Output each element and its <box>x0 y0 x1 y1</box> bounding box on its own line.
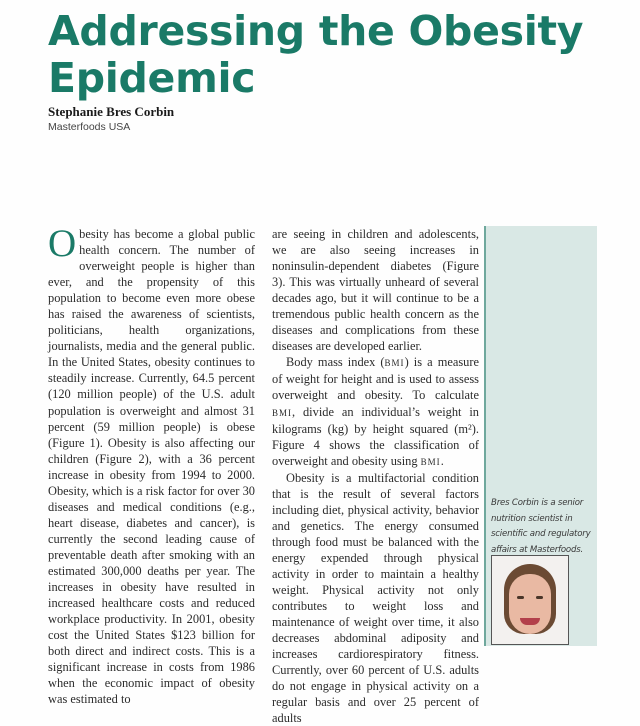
photo-eye <box>536 596 543 599</box>
author-photo <box>491 555 569 645</box>
body-column-2 <box>272 226 479 726</box>
photo-face <box>509 574 551 634</box>
paragraph-text: besity has become a global public health concern. The number of overweight people is higher than ever, and the propensity of this population to become even more obese has raised the awareness of scientists, politicians, health organizations, journalists, media and the general public. In the United States, obesity continues to steadily increase. Currently, 64.5 percent (120 million people) of the U.S. adult population is overweight and almost 31 percent (59 million people) is obese (Figure 1). Obesity is also affecting our children (Figure 2), with a 36 percent increase in obesity from 1994 to 2000. Obesity, which is a risk factor for over 30 diseases and medical conditions (e.g., heart disease, diabetes and cancer), is currently the second leading cause of preventable death after smoking with an estimated 300,000 deaths per year. The increases in obesity have resulted in increased healthcare costs and reduced workplace productivity. In 2001, obesity cost the United States $123 billion for both direct and indirect costs. This is a significant increase in costs from 1986 when the economic impact of obesity was estimated to <box>48 227 255 707</box>
article-title <box>48 8 583 102</box>
body-column-1 <box>48 222 255 707</box>
text-run: . <box>440 453 444 468</box>
author-affiliation: Masterfoods USA <box>48 121 131 133</box>
text-run: Body mass index ( <box>286 355 385 370</box>
photo-eye <box>517 596 524 599</box>
author-name: Stephanie Bres Corbin <box>48 104 175 119</box>
paragraph-diabetes: are seeing in children and adolescents, we are also seeing increases in noninsulin-dependent diabetes (Figure 3). This was virtually unheard of several decades ago, but it will continue to be a tremendous public health concern as the diseases and complications from these diseases are developed earlier. <box>272 227 479 354</box>
title-line-2: Epidemic <box>48 54 256 102</box>
abbr-bmi: BMI <box>384 358 405 369</box>
abbr-bmi: BMI <box>420 456 441 467</box>
author-bio: Bres Corbin is a senior nutrition scientist in scientific and regulatory affairs at Masterfoods. <box>491 498 591 555</box>
drop-cap: O <box>48 222 77 265</box>
paragraph-intro <box>48 222 255 707</box>
paragraph-multifactorial: Obesity is a multifactorial condition that is the result of several factors including diet, physical activity, behavior and genetics. The energy consumed through food must be balanced with the energy expended through physical activity in order to maintain a healthy weight. Physical activity not only contributes to weight loss and maintenance of weight over time, it also decreases abdominal adiposity and increases cardiorespiratory fitness. Currently, over 60 percent of U.S. adults do not engage in physical activity on a regular basis and over 25 percent of adults <box>272 470 479 726</box>
paragraph-bmi <box>272 354 479 469</box>
title-line-1: Addressing the Obesity <box>48 7 584 55</box>
abbr-bmi: BMI <box>272 407 293 418</box>
text-run: ) is a measure of weight for height and is used to assess overweight and obesity. To calculate <box>272 355 479 403</box>
text-run: , divide an individual’s weight in kilograms (kg) by height squared (m²). Figure 4 shows the classification of overweight and obesity using <box>272 404 479 468</box>
